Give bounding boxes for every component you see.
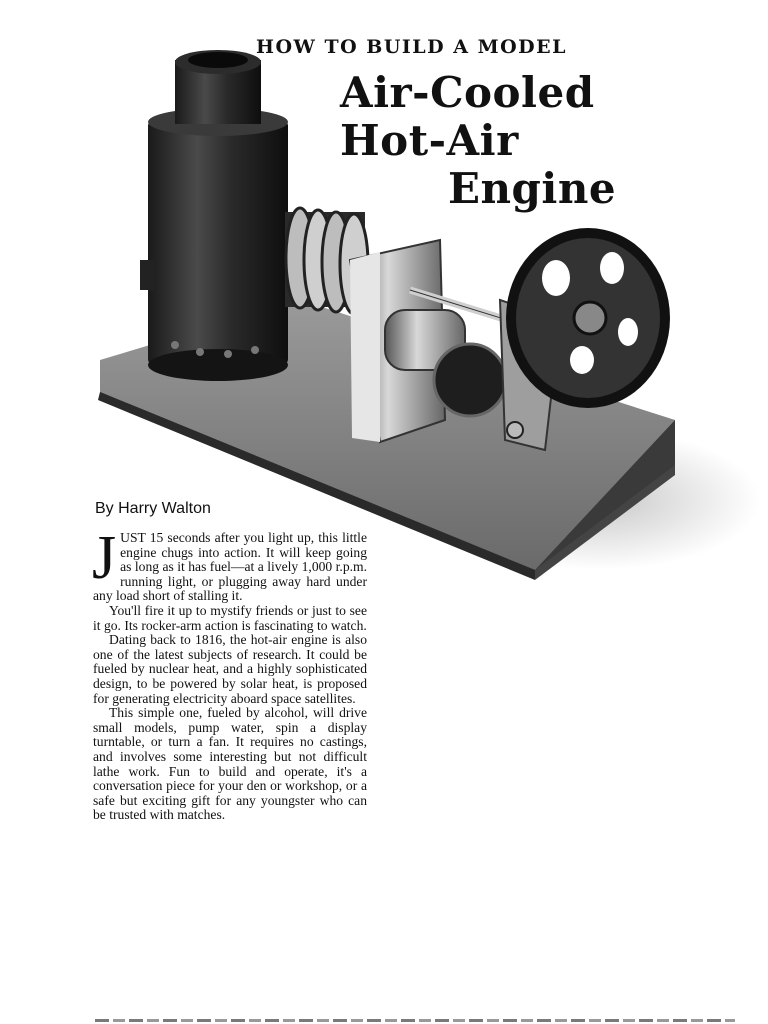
- paragraph-4: This simple one, fueled by alcohol, will drive small models, pump water, spin a display turntable, or turn a fan. It requires no castings, and involves some interesting but not difficult lathe work. Fun to build and operate, it's a conversation piece for your den or workshop, or a safe but exciting gift for any youngster who can be trusted with matches.: [93, 705, 367, 823]
- flywheel: [506, 228, 670, 408]
- paragraph-1-text: UST 15 seconds after you light up, this little engine chugs into action. It will keep going as long as it has fuel—at a lively 1,000 r.p.m. running light, or plugging away hard under any load short of stalling it.: [93, 530, 367, 604]
- title-line-1: Air-Cooled: [340, 68, 595, 117]
- title-line-2: Hot-Air: [340, 116, 519, 165]
- paragraph-2: You'll fire it up to mystify friends or just to see it go. Its rocker-arm action is fascinating to watch.: [93, 602, 367, 633]
- kicker-heading: HOW TO BUILD A MODEL: [256, 36, 567, 58]
- title-line-3: Engine: [448, 164, 617, 213]
- paragraph-3: Dating back to 1816, the hot-air engine is also one of the latest subjects of research. It could be fueled by nuclear heat, and a highly sophisticated design, to be powered by solar heat, is proposed for generating electricity aboard space satellites.: [93, 632, 367, 706]
- paragraph-1: [92, 524, 367, 604]
- byline: By Harry Walton: [95, 500, 211, 517]
- footer-rule: [95, 1019, 735, 1022]
- engine-frame: [350, 240, 506, 442]
- drop-cap: J: [92, 524, 117, 592]
- article-body: [92, 524, 367, 823]
- burner-cylinder: [140, 50, 288, 381]
